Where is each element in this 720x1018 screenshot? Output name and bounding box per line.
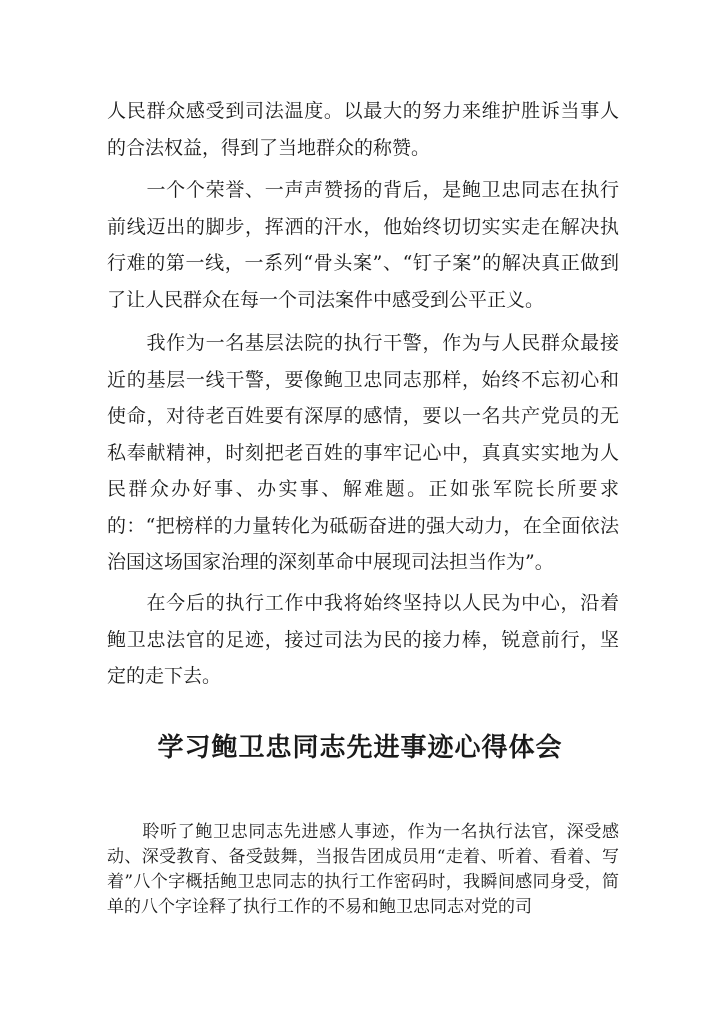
paragraph-4: 在今后的执行工作中我将始终坚持以人民为中心，沿着鲍卫忠法官的足迹，接过司法为民的接力棒，锐意前行，坚定的走下去。	[107, 592, 619, 687]
section-title: 学习鲍卫忠同志先进事迹心得体会	[157, 733, 563, 763]
closing-paragraph: 聆听了鲍卫忠同志先进感人事迹，作为一名执行法官，深受感动、深受教育、备受鼓舞，当报告团成员用“走着、听着、看着、写着”八个字概括鲍卫忠同志的执行工作密码时，我瞬间感同身受，简单的八个字诠释了执行工作的不易和鲍卫忠同志对党的司	[107, 822, 619, 917]
paragraph-2: 一个个荣誉、一声声赞扬的背后，是鲍卫忠同志在执行前线迈出的脚步，挥洒的汗水，他始终切切实实走在解决执行难的第一线，一系列“骨头案”、“钉子案”的解决真正做到了让人民群众在每一个司法案件中感受到公平正义。	[107, 179, 619, 311]
paragraph-3: 我作为一名基层法院的执行干警，作为与人民群众最接近的基层一线干警，要像鲍卫忠同志那样，始终不忘初心和使命，对待老百姓要有深厚的感情，要以一名共产党员的无私奉献精神，时刻把老百姓的事牢记心中，真真实实地为人民群众办好事、办实事、解难题。正如张军院长所要求的：“把榜样的力量转化为砥砺奋进的强大动力，在全面依法治国这场国家治理的深刻革命中展现司法担当作为”。	[107, 332, 619, 573]
paragraph-1: 人民群众感受到司法温度。以最大的努力来维护胜诉当事人的合法权益，得到了当地群众的称赞。	[107, 100, 619, 159]
